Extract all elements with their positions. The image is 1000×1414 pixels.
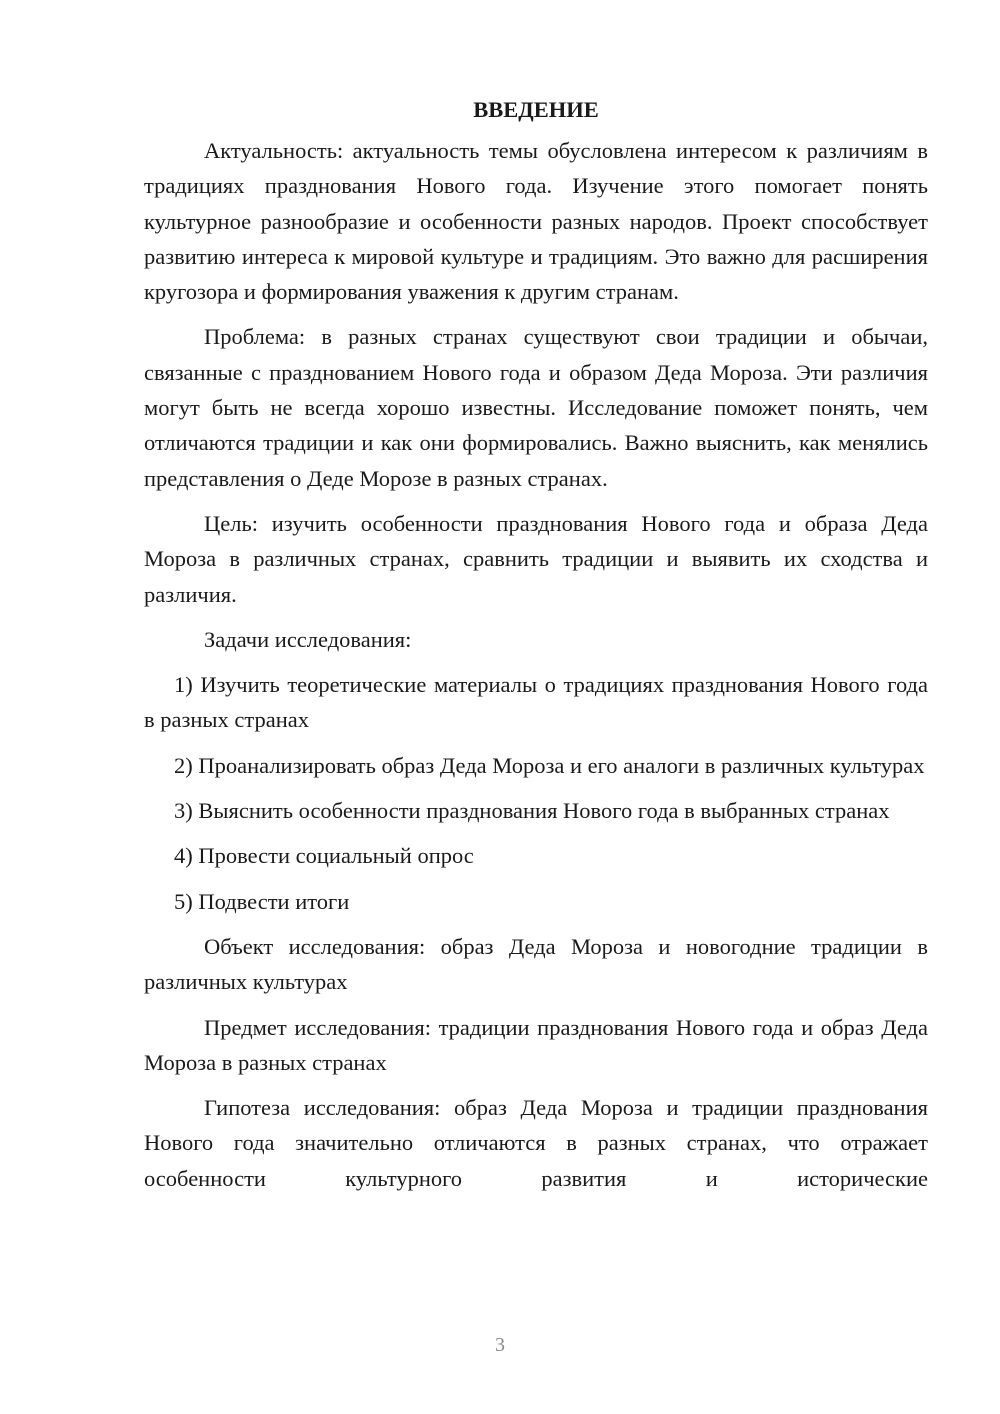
problem-paragraph: Проблема: в разных странах существуют свои традиции и обычаи, связанные с празднованием Нового года и образом Деда Мороза. Эти различия могут быть не всегда хорошо известны. Исследование поможет понять, чем отличаются традиции и как они формировались. Важно выяснить, как менялись представления о Деде Морозе в разных странах. <box>144 324 928 491</box>
tasks-heading: Задачи исследования: <box>204 626 412 652</box>
task-item: 1) Изучить теоретические материалы о традициях празднования Нового года в разных странах <box>144 672 928 733</box>
relevance-paragraph: Актуальность: актуальность темы обусловлена интересом к различиям в традициях празднования Нового года. Изучение этого помогает понять культурное разнообразие и особенности разных народов. Проект способствует развитию интереса к мировой культуре и традициям. Это важно для расширения кругозора и формирования уважения к другим странам. <box>144 138 928 305</box>
task-item: 4) Провести социальный опрос <box>174 843 474 869</box>
page-number: 3 <box>495 1334 505 1356</box>
task-item: 2) Проанализировать образ Деда Мороза и его аналоги в различных культурах <box>174 752 925 778</box>
page-title: ВВЕДЕНИЕ <box>473 97 599 122</box>
goal-paragraph: Цель: изучить особенности празднования Нового года и образа Деда Мороза в различных странах, сравнить традиции и выявить их сходства и различия. <box>144 510 928 607</box>
document-body <box>144 92 928 1206</box>
task-item: 5) Подвести итоги <box>174 888 350 914</box>
task-item: 3) Выяснить особенности празднования Нового года в выбранных странах <box>174 798 890 824</box>
subject-paragraph: Предмет исследования: традиции празднования Нового года и образ Деда Мороза в разных странах <box>144 1014 928 1075</box>
hypothesis-paragraph: Гипотеза исследования: образ Деда Мороза и традиции празднования Нового года значительно отличаются в разных странах, что отражает особенности культурного развития и исторические <box>144 1095 928 1191</box>
object-paragraph: Объект исследования: образ Деда Мороза и новогодние традиции в различных культурах <box>144 933 928 995</box>
